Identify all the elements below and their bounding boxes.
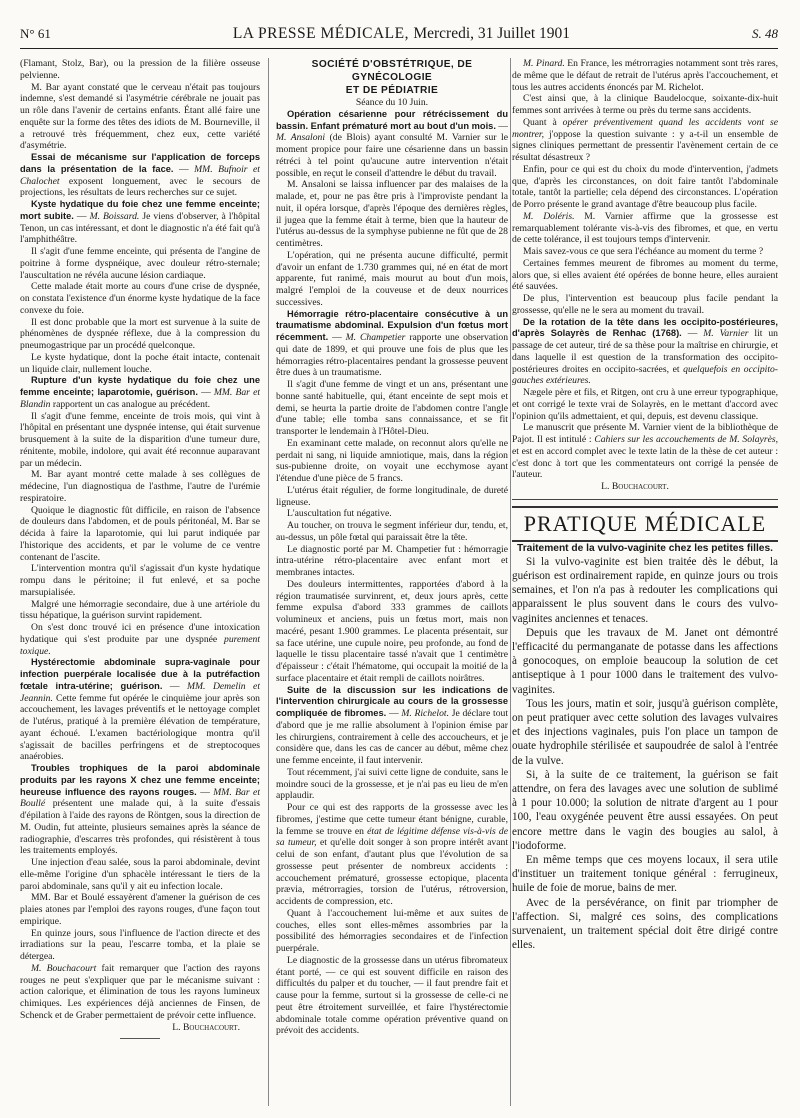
- paragraph: M. Bar ayant montré cette malade à ses collègues de médecine, l'un diagnostiqua de l'asthme, l'autre de l'urémie respiratoire.: [20, 469, 260, 504]
- paragraph: [20, 963, 260, 1022]
- paragraph: Si la vulvo-vaginite est bien traitée dès le début, la guérison est ordinairement rapide, en quinze jours ou trois semaines, et l'on n'a pas à redouter les complications qui apparaissent le plus souvent dans le cours des vulvo-vaginites anciennes et tenaces.: [512, 555, 778, 625]
- paragraph: [512, 117, 778, 164]
- paragraph: En quinze jours, sous l'influence de l'action directe et des irradiations sur la peau, l'escarre tomba, et la plaie se détergea.: [20, 927, 260, 962]
- text: et est en accord complet avec le texte latin de la thèse de cet auteur : c'est donc à tort que les commentateurs ont corrigé la pensée de l'auteur.: [512, 445, 778, 481]
- article-heading: Troubles trophiques de la paroi abdominale produits par les rayons X chez une femme enceinte; heureuse influence des rayons rouges.: [20, 763, 260, 797]
- author: M. Pinard.: [523, 58, 565, 69]
- article-heading: De la rotation de la tête dans les occipito-postérieures, d'après Solayrès de Renhac (1768).: [512, 316, 778, 339]
- article-heading: Hystérectomie abdominale supra-vaginale pour infection puerpérale localisée due à la putréfaction fœtale intra-utérine; guérison.: [20, 657, 260, 691]
- journal-name: LA PRESSE MÉDICALE,: [232, 25, 409, 42]
- article: Opération césarienne pour rétrécissement du bassin. Enfant prématuré mort au bout d'un mois. — M. Ansaloni (de Blois) ayant consulté M. Varnier sur le moment propice pour faire une césarienne dans un bassin rétréci à tel point qu'aucune autre intervention n'était possible, en reçut le conseil d'attendre le début du travail.: [276, 108, 508, 179]
- paragraph: De plus, l'intervention est beaucoup plus facile pendant la grossesse, qu'elle ne le sera au moment du travail.: [512, 293, 778, 316]
- paragraph: M. Bar ayant constaté que le cerveau n'était pas toujours indemne, s'est demandé si l'asymétrie cérébrale ne jouait pas un rôle dans l'avenir de certains enfants. Étant allé faire une enquête sur la forme des têtes des idiots de M. Bourneville, il a retrouvé très fréquemment, chez eux, cette variété d'asymétrie.: [20, 81, 260, 152]
- paragraph: (Flamant, Stolz, Bar), ou la pression de la filière osseuse pelvienne.: [20, 58, 260, 81]
- paragraph: En même temps que ces moyens locaux, il sera utile d'instituer un traitement tonique général : ferrugineux, huile de foie de morue, bains de mer.: [512, 854, 778, 895]
- author: MM. Demelin et Jeannin.: [20, 680, 260, 704]
- paragraph: L'opération, qui ne présenta aucune difficulté, permit d'avoir un enfant de 1.730 grammes qui, né en état de mort apparente, fut ranimé, mais mourut au bout d'un mois, malgré l'emploi de la couveuse et de deux nourrices successives.: [276, 249, 508, 308]
- header-rule: [20, 48, 778, 49]
- paragraph: rapporte une observation qui date de 1899, et qui prouve une fois de plus que les hémorragies rétro-placentaires pendant la grossesse peuvent être dues à un traumatisme.: [276, 332, 508, 379]
- author: M. Doléris.: [523, 210, 575, 222]
- paragraph: Le diagnostic de la grossesse dans un utérus fibromateux étant porté, — ce qui est souvent difficile en raison des difficultés du palper et du toucher, — il faut prendre fait et cause pour la femme, surtout si la grossesse de celle-ci ne peut être étroitement surveillée, et faire l'hystérectomie abdominale totale comme opération préventive quand on prévoit des accidents.: [276, 954, 508, 1037]
- author: M. Richelot.: [401, 708, 449, 719]
- paragraph: Cette femme fut opérée le cinquième jour après son accouchement, les lavages préventifs et le nettoyage complet de l'utérus, pratiqué à la première élévation de température, ayant échoué. L'examen bactériologique montra qu'il s'agissait de bacilles perfringens et de streptocoques anaérobies.: [20, 692, 260, 763]
- paragraph: Il s'agit d'une femme de vingt et un ans, présentant une bonne santé habituelle, qui, étant enceinte de sept mois et demi, se heurta la partie droite de l'abdomen contre l'angle d'une table; elle tomba sans connaissance, et se fit transporter le lendemain à l'Hôtel-Dieu.: [276, 379, 508, 437]
- article: Essai de mécanisme sur l'application de forceps dans la présentation de la face. — MM. Bufnoir et Chalochet exposent longuement, avec le secours de projections, les résultats de leurs recherches sur ce sujet.: [20, 152, 260, 199]
- page-number: N° 61: [20, 26, 51, 41]
- paragraph: Il s'agit d'une femme enceinte, qui présenta de l'angine de poitrine à forme dyspnéique, avec douleur rétro-sternale; l'auscultation ne révéla aucune lésion cardiaque.: [20, 246, 260, 281]
- article-heading: Traitement de la vulvo-vaginite chez les petites filles.: [517, 542, 773, 554]
- paragraph: Le kyste hydatique, dont la poche était intacte, contenait un liquide clair, nullement louche.: [20, 351, 260, 375]
- text: Quant à: [523, 116, 557, 128]
- text: lit un passage de cet auteur, tiré de sa thèse pour la maîtrise en chirurgie, et dans laquelle il est question de la transformation des occipito-postérieures droites en occipito-sacrées, et: [512, 328, 778, 375]
- paragraph: (de Blois) ayant consulté M. Varnier sur le moment propice pour faire une césarienne dans un bassin rétréci à tel point qu'aucune autre intervention n'était possible, en reçut le conseil d'attendre le début du travail.: [276, 132, 508, 179]
- article: Kyste hydatique du foie chez une femme enceinte; mort subite. — M. Boissard. Je viens d'observer, à l'hôpital Tenon, un cas intéressant, et dont le diagnostic n'a été fait qu'à l'amphithéâtre.: [20, 199, 260, 246]
- paragraph: Si, à la suite de ce traitement, la guérison se fait attendre, on fera des lavages avec une solution de sublimé à 1 pour 10.000; la solution de nitrate d'argent au 1 pour 100, l'eau oxygénée peuvent être aussi essayées. On peut encore mettre dans le vagin des bougies au salol, à l'iodoforme.: [512, 768, 778, 852]
- paragraph: Quant à l'accouchement lui-même et aux suites de couches, elles sont elles-mêmes assombries par la possibilité des hémorragies secondaires et de l'infection puerpérale.: [276, 907, 508, 954]
- paragraph: Il est donc probable que la mort est survenue à la suite de phénomènes de dyspnée réflexe, due à la compression du pneumogastrique par un procédé quelconque.: [20, 316, 260, 351]
- emphasis: opérer préventivement quand les accidents vont se montrer,: [512, 116, 778, 140]
- paragraph: L'utérus était régulier, de forme longitudinale, de dureté ligneuse.: [276, 484, 508, 508]
- emphasis: Cahiers sur les accouchements de M. Solayrès,: [594, 434, 778, 445]
- article: Hystérectomie abdominale supra-vaginale pour infection puerpérale localisée due à la putréfaction fœtale intra-utérine; guérison. — MM. Demelin et Jeannin. Cette femme fut opérée le cinquième jour après son accouchement, les lavages préventifs et le nettoyage complet de l'utérus, pratiqué à la première élévation de température, ayant échoué. L'examen bactériologique montra qu'il s'agissait de bacilles perfringens et de streptocoques anaérobies.: [20, 657, 260, 763]
- text: fait remarquer que l'action des rayons rouges ne peut s'expliquer que par le mécanisme suivant : action calorique, et élimination de tous les rayons lumineux chimiques. Les expériences déjà anciennes de Finsen, de Schenck et de Graber permettaient de prévoir cette influence.: [20, 962, 260, 1021]
- text: Pour ce qui est des rapports de la grossesse avec les fibromes, j'estime que cette tumeur étant bénigne, curable, la femme se trouve en: [276, 802, 508, 837]
- paragraph: Depuis que les travaux de M. Janet ont démontré l'efficacité du permanganate de potasse dans les affections à gonocoques, on emploie beaucoup la solution de cet antiseptique à 1 pour 1000 dans le traitement des vulvo-vaginites.: [512, 626, 778, 696]
- session-date: Séance du 10 Juin.: [355, 97, 429, 108]
- paragraph: [276, 802, 508, 908]
- article-heading: Essai de mécanisme sur l'application de forceps dans la présentation de la face.: [20, 152, 260, 174]
- column-left: [20, 58, 260, 1110]
- paragraph: Quoique le diagnostic fût difficile, en raison de l'absence de douleurs dans l'abdomen, et de pouls péritonéal, M. Bar se décida à faire la laparotomie, qui lui parut indiquée par l'historique des accidents, et par le volume de ce ventre contenant de l'ascite.: [20, 504, 260, 563]
- text: On s'est donc trouvé ici en présence d'une intoxication hydatique qui s'est produite par une dyspnée: [20, 622, 260, 645]
- article-heading: Hémorragie rétro-placentaire consécutive à un traumatisme abdominal. Expulsion d'un fœtus mort récemment.: [276, 308, 508, 342]
- author: M. Ansaloni: [276, 132, 326, 144]
- emphasis: quelquefois en occipito-gauches extérieures.: [512, 363, 778, 387]
- paragraph: Avec de la persévérance, on finit par triompher de l'affection. Si, malgré ces soins, des complications survenaient, un traitement spécial doit être dirigé contre elles.: [512, 896, 778, 952]
- paragraph: Enfin, pour ce qui est du choix du mode d'intervention, j'admets que, d'après les circonstances, on doit faire tantôt l'abdominale totale, tantôt la partielle; cela dépend des circonstances. L'opération de Porro présente le grand avantage d'être beaucoup plus facile.: [512, 163, 778, 210]
- author: MM. Bufnoir et Chalochet: [20, 163, 260, 187]
- paragraph: [512, 211, 778, 246]
- author: MM. Bar et Boullé: [20, 786, 260, 810]
- paragraph: L'intervention montra qu'il s'agissait d'un kyste hydatique rompu dans le péritoine; il fut enlevé, et sa poche marsupialisée.: [20, 563, 260, 598]
- article-heading: Suite de la discussion sur les indications de l'intervention chirurgicale au cours de la grossesse compliquée de fibromes.: [276, 684, 508, 718]
- issue-date: Mercredi, 31 Juillet 1901: [413, 25, 571, 42]
- article: De la rotation de la tête dans les occipito-postérieures, d'après Solayrès de Renhac (1768). — M. Varnier lit un passage de cet auteur, tiré de sa thèse pour la maîtrise en chirurgie, et dans laquelle il est question de la transformation des occipito-postérieures droites en occipito-sacrées, et quelquefois en occipito-gauches extérieures.: [512, 316, 778, 387]
- paragraph: L'auscultation fut négative.: [287, 508, 392, 520]
- paragraph: Il s'agit d'une femme, enceinte de trois mois, qui vint à l'hôpital en présentant une dyspnée intense, qui était survenue brusquement à la suite de la disparition d'une tumeur dure, rénitente, mobile, indolore, qui avait été reconnue auparavant par un médecin.: [20, 410, 260, 469]
- paragraph: Au toucher, on trouva le segment inférieur dur, tendu, et, au-dessus, un pôle fœtal qui paraissait être la tête.: [276, 520, 508, 543]
- article: Suite de la discussion sur les indications de l'intervention chirurgicale au cours de la grossesse compliquée de fibromes. — M. Richelot. Je déclare tout d'abord que je me rallie absolument à l'opinion émise par les chirurgiens, contrairement à celle des accoucheurs, et je considère que, dans les cas de cancer au début, même chez une femme enceinte, il faut intervenir.: [276, 684, 508, 766]
- emphasis: état de légitime défense vis-à-vis de sa tumeur,: [276, 825, 508, 849]
- article: Troubles trophiques de la paroi abdominale produits par les rayons X chez une femme enceinte; heureuse influence des rayons rouges. — MM. Bar et Boullé présentent une malade qui, à la suite d'essais d'épilation à l'aide des rayons de Röntgen, sous la direction de M. Oudin, fut atteinte, plusieurs semaines après la séance de radiographie, d'escarres très profondes, qui résistèrent à tous les traitements employés.: [20, 763, 260, 857]
- paragraph: Mais savez-vous ce que sera l'échéance au moment du terme ?: [523, 246, 764, 257]
- paragraph: présentent une malade qui, à la suite d'essais d'épilation à l'aide des rayons de Röntgen, sous la direction de M. Oudin, fut atteinte, plusieurs semaines après la séance de radiographie, d'escarres très profondes, qui résistèrent à tous les traitements employés.: [20, 798, 260, 857]
- journal-title: [233, 25, 570, 43]
- end-rule: [120, 1038, 160, 1039]
- paragraph: Malgré une hémorragie secondaire, due à une artériole du tissu hépatique, la guérison survint rapidement.: [20, 598, 260, 622]
- author: M. Boissard.: [89, 210, 140, 222]
- paragraph: [20, 622, 260, 657]
- paragraph: Des douleurs intermittentes, rapportées d'abord à la région traumatisée survinrent, et, deux jours après, cette femme expulsa d'abord 333 grammes de caillots volumineux et anciens, puis un fœtus mort, mais non macéré, pesant 1.900 grammes. Le placenta présentait, sur sa face utérine, une cupule noire, peu profonde, au fond de laquelle le tissu placentaire tassé n'avait que 1 centimètre d'épaisseur : c'était l'hématome, qui occupait la moitié de la surface placentaire et était rempli de caillots noirâtres.: [276, 578, 508, 684]
- paragraph: Tout récemment, j'ai suivi cette ligne de conduite, sans le moindre souci de la grossesse, et je n'ai pas eu lieu de m'en applaudir.: [276, 766, 508, 802]
- paragraph: En examinant cette malade, on reconnut alors qu'elle ne perdait ni sang, ni liquide amniotique, mais, dans la région sus-pubienne droite, on voyait une ecchymose ayant l'étendue d'une pièce de 5 francs.: [276, 437, 508, 484]
- author: M. Bouchacourt: [31, 962, 97, 974]
- article-heading: Rupture d'un kyste hydatique du foie chez une femme enceinte; laparotomie, guérison.: [20, 375, 260, 397]
- column-middle: [276, 58, 508, 1110]
- section-title-line-2: ET DE PÉDIATRIE: [345, 85, 439, 96]
- section-title: [276, 58, 508, 97]
- signature-mark: S. 48: [752, 26, 778, 41]
- author: M. Varnier: [703, 328, 749, 340]
- text: M. Varnier affirme que la grossesse est remarquablement tolérante vis-à-vis des fibromes, et que, en vertu de cette tolérance, il est toujours temps d'intervenir.: [512, 210, 778, 246]
- section-divider: [512, 499, 778, 500]
- article-heading: Opération césarienne pour rétrécissement du bassin. Enfant prématuré mort au bout d'un mois.: [276, 108, 508, 131]
- column-divider-1: [268, 58, 269, 1106]
- emphasis: purement toxique.: [20, 633, 260, 657]
- paragraph: [512, 422, 778, 481]
- article-body: [512, 555, 778, 953]
- author-signature: L. Bouchacourt.: [601, 481, 669, 492]
- paragraph: Tous les jours, matin et soir, jusqu'à guérison complète, on peut pratiquer avec cette solution des lavages vulvaires et des injections vaginales, puis l'on place un tampon de ouate hydrophile stérilisée et saupoudrée de salol à l'entrée de la vulve.: [512, 697, 778, 767]
- paragraph: rapportent un cas analogue au précédent.: [52, 398, 211, 410]
- column-divider-2: [510, 58, 511, 1106]
- article: Rupture d'un kyste hydatique du foie chez une femme enceinte; laparotomie, guérison. — MM. Bar et Blandin rapportent un cas analogue au précédent.: [20, 375, 260, 410]
- paragraph: [512, 58, 778, 93]
- section-title: PRATIQUE MÉDICALE: [512, 506, 778, 542]
- author-signature: L. Bouchacourt.: [172, 1021, 240, 1033]
- paragraph: C'est ainsi que, à la clinique Baudelocque, soixante-dix-huit femmes sont arrivées à terme ou près du terme sans accidents.: [512, 93, 778, 116]
- text: j'oppose la question suivante : y a-t-il un ensemble de signes cliniques permettant de pressentir l'avènement certain de ce résultat désastreux ?: [512, 128, 778, 163]
- author: M. Champetier: [345, 332, 406, 343]
- paragraph: Cette malade était morte au cours d'une crise de dyspnée, on constata l'existence d'un énorme kyste hydatique de la face convexe du foie.: [20, 281, 260, 316]
- paragraph: Nægele père et fils, et Ritgen, ont cru à une erreur typographique, et ont corrigé le texte vrai de Solayrès, en le mettant d'accord avec l'opinion qu'ils admettaient, et qui, depuis, est devenu classique.: [512, 387, 778, 422]
- paragraph: Le diagnostic porté par M. Champetier fut : hémorragie intra-utérine rétro-placentaire avec enfant mort et membranes intactes.: [276, 543, 508, 578]
- paragraph: exposent longuement, avec le secours de projections, les résultats de leurs recherches sur ce sujet.: [20, 175, 260, 199]
- paragraph: Je viens d'observer, à l'hôpital Tenon, un cas intéressant, et dont le diagnostic n'a été fait qu'à l'amphithéâtre.: [20, 210, 260, 246]
- paragraph: Certaines femmes meurent de fibromes au moment du terme, alors que, si elles avaient été opérées de bonne heure, elles auraient été sauvées.: [512, 257, 778, 293]
- paragraph: MM. Bar et Boulé essayèrent d'amener la guérison de ces plaies atones par l'emploi des rayons rouges, d'une façon tout empirique.: [20, 892, 260, 927]
- text: En France, les métrorragies notamment sont très rares, de même que le défaut de retrait de l'utérus après l'accouchement, et tous les autres accidents énoncés par M. Richelot.: [512, 58, 778, 93]
- text: et qu'elle doit songer à son propre intérêt avant celui de son enfant, d'autant plus que l'évolution de sa grossesse peut présenter de nombreux accidents : accouchement prématuré, grossesse ectopique, placenta prævia, métrorragies, torsion de l'utérus, rétroversion, accidents de compression, etc.: [276, 837, 508, 907]
- column-right: [512, 58, 778, 1110]
- article-heading: Kyste hydatique du foie chez une femme enceinte; mort subite.: [20, 199, 260, 221]
- page-header: [20, 20, 778, 48]
- section-title-line-1: SOCIÉTÉ D'OBSTÉTRIQUE, DE GYNÉCOLOGIE: [311, 59, 473, 83]
- author: MM. Bar et Blandin: [20, 387, 260, 410]
- paragraph: M. Ansaloni se laissa influencer par des malaises de la malade, et, pour ne pas être pris à l'improviste pendant la nuit, il opéra lorsque, d'après l'époque des dernières règles, il jugea que la femme était à terme, bien que la hauteur de l'utérus au-dessus de la symphyse pubienne ne fût que de 28 centimètres.: [276, 179, 508, 249]
- article: Hémorragie rétro-placentaire consécutive à un traumatisme abdominal. Expulsion d'un fœtus mort récemment. — M. Champetier rapporte une observation qui date de 1899, et qui prouve une fois de plus que les hémorragies rétro-placentaires pendant la grossesse peuvent être dues à un traumatisme.: [276, 308, 508, 379]
- text: Le manuscrit que présente M. Varnier vient de la bibliothèque de Pajot. Il est intitulé :: [512, 422, 778, 445]
- paragraph: Je déclare tout d'abord que je me rallie absolument à l'opinion émise par les chirurgiens, contrairement à celle des accoucheurs, et je considère que, dans les cas de cancer au début, même chez une femme enceinte, il faut intervenir.: [276, 708, 508, 766]
- paragraph: Une injection d'eau salée, sous la paroi abdominale, devint elle-même l'origine d'un sphacèle intéressant le tiers de la paroi abdominale, sans qu'il y ait eu infection locale.: [20, 857, 260, 892]
